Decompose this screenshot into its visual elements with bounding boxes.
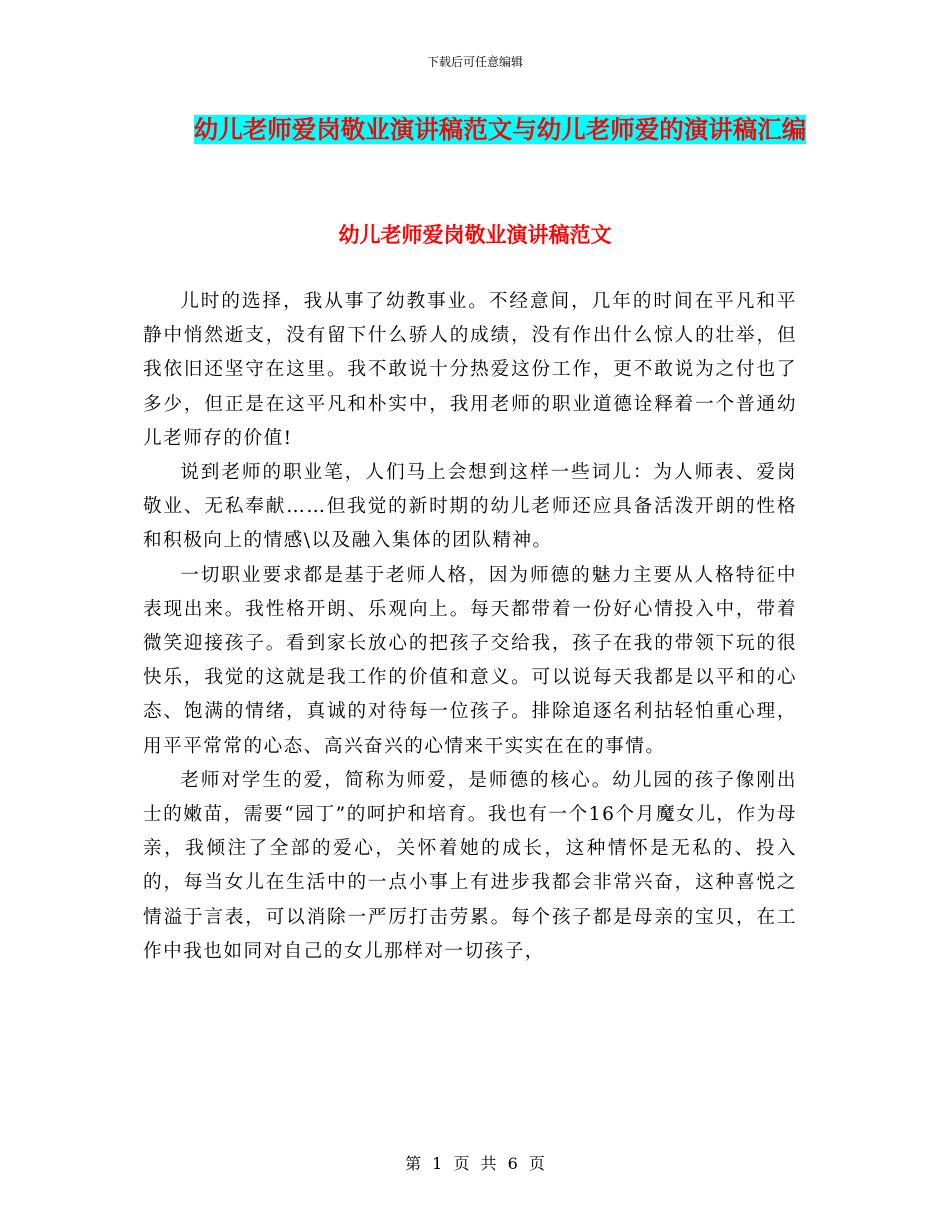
document-title-text: 幼儿老师爱岗敬业演讲稿范文与幼儿老师爱的演讲稿汇编: [193, 115, 807, 144]
body-paragraph: 儿时的选择，我从事了幼教事业。不经意间，几年的时间在平凡和平静中悄然逝支，没有留下什么骄人的成绩，没有作出什么惊人的壮举，但我依旧还坚守在这里。我不敢说十分热爱这份工作，更不敢说为之付也了多少，但正是在这平凡和朴实中，我用老师的职业道德诠释着一个普通幼儿老师存的价值!: [143, 291, 797, 449]
body-paragraph: 老师对学生的爱，简称为师爱，是师德的核心。幼儿园的孩子像刚出士的嫩苗，需要“园丁”的呵护和培育。我也有一个16个月魔女儿，作为母亲，我倾注了全部的爱心，关怀着她的成长，这种情怀是无私的、投入的，每当女儿在生活中的一点小事上有进步我都会非常兴奋，这种喜悦之情溢于言表，可以消除一严厉打击劳累。每个孩子都是母亲的宝贝，在工作中我也如同对自己的女儿那样对一切孩子，: [143, 769, 797, 962]
document-title: [190, 108, 810, 152]
body-paragraph: 说到老师的职业笔，人们马上会想到这样一些词儿：为人师表、爱岗敬业、无私奉献……但我觉的新时期的幼儿老师还应具备活泼开朗的性格和积极向上的情感\以及融入集体的团队精神。: [143, 462, 797, 552]
body-paragraph: 一切职业要求都是基于老师人格，因为师德的魅力主要从人格特征中表现出来。我性格开朗、乐观向上。每天都带着一份好心情投入中，带着微笑迎接孩子。看到家长放心的把孩子交给我，孩子在我的带领下玩的很快乐，我觉的这就是我工作的价值和意义。可以说每天我都是以平和的心态、饱满的情绪，真诚的对待每一位孩子。排除追逐名利拈轻怕重心理，用平平常常的心态、高兴奋兴的心情来干实实在在的事情。: [143, 564, 797, 757]
page-number-footer: 第 1 页 共 6 页: [405, 1154, 545, 1173]
page-header-note: 下载后可任意编辑: [426, 55, 523, 69]
document-body: [143, 285, 797, 969]
section-title: 幼儿老师爱岗敬业演讲稿范文: [338, 223, 612, 247]
